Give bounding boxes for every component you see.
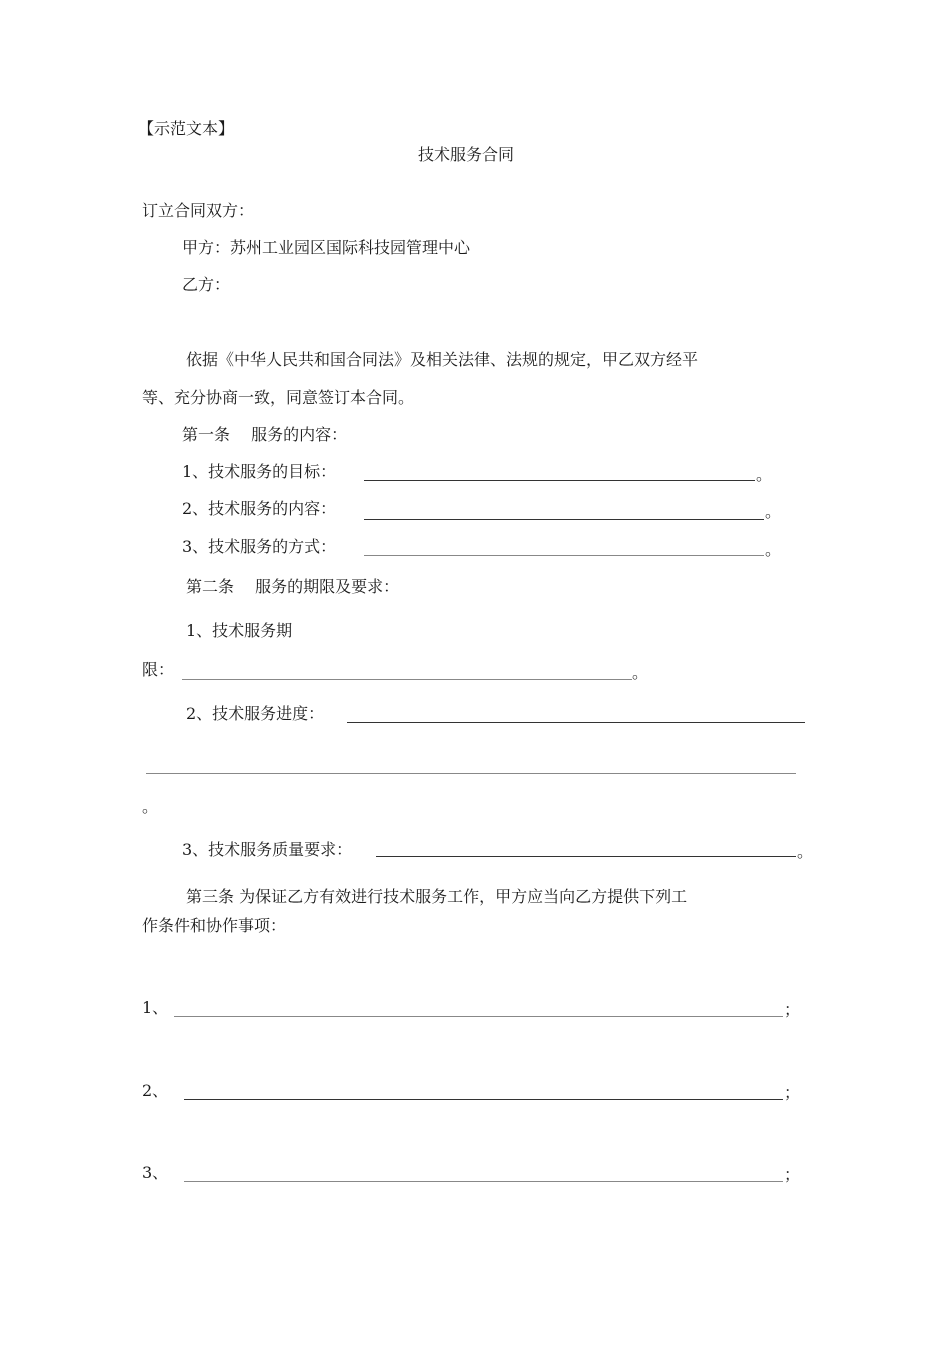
service-content-end: 。: [765, 502, 782, 521]
contract-title: 技术服务合同: [418, 145, 515, 164]
service-progress-blank-2: [146, 773, 796, 774]
article-2-heading: 第二条 服务的期限及要求：: [186, 577, 400, 596]
service-term-label-cont: 限：: [142, 660, 175, 679]
preamble-line-1: 依据《中华人民共和国合同法》及相关法律、法规的规定，甲乙双方经平: [186, 350, 699, 369]
article-3-line-2: 作条件和协作事项：: [142, 916, 287, 935]
party-b: 乙方：: [182, 275, 231, 294]
service-quality-label: 3、技术服务质量要求：: [182, 840, 353, 859]
service-content-blank: [364, 519, 764, 520]
service-term-end: 。: [632, 663, 649, 682]
service-quality-blank: [376, 856, 796, 857]
service-progress-blank: [347, 722, 805, 723]
service-method-blank: [364, 555, 764, 556]
service-content-label: 2、技术服务的内容：: [182, 499, 337, 518]
service-goal-label: 1、技术服务的目标：: [182, 462, 337, 481]
preamble-line-2: 等、充分协商一致，同意签订本合同。: [142, 388, 415, 407]
condition-3-label: 3、: [142, 1163, 169, 1182]
condition-1-blank: [174, 1016, 783, 1017]
service-progress-end: 。: [142, 797, 159, 816]
article-3-line-1: 第三条 为保证乙方有效进行技术服务工作，甲方应当向乙方提供下列工: [186, 887, 688, 906]
parties-heading: 订立合同双方：: [142, 201, 255, 220]
condition-2-end: ；: [784, 1083, 801, 1102]
condition-1-label: 1、: [142, 998, 169, 1017]
condition-3-end: ；: [784, 1165, 801, 1184]
condition-1-end: ；: [784, 1000, 801, 1019]
service-method-label: 3、技术服务的方式：: [182, 537, 337, 556]
service-method-end: 。: [765, 540, 782, 559]
party-a: 甲方：苏州工业园区国际科技园管理中心: [182, 238, 471, 257]
service-term-label: 1、技术服务期: [186, 621, 293, 640]
article-1-heading: 第一条 服务的内容：: [182, 425, 348, 444]
service-quality-end: 。: [797, 842, 814, 861]
service-goal-blank: [364, 480, 755, 481]
service-goal-end: 。: [756, 465, 773, 484]
condition-3-blank: [184, 1181, 783, 1182]
condition-2-label: 2、: [142, 1081, 169, 1100]
service-progress-label: 2、技术服务进度：: [186, 704, 325, 723]
condition-2-blank: [184, 1099, 783, 1100]
service-term-blank: [182, 679, 632, 680]
sample-text-tag: 【示范文本】: [138, 119, 235, 138]
